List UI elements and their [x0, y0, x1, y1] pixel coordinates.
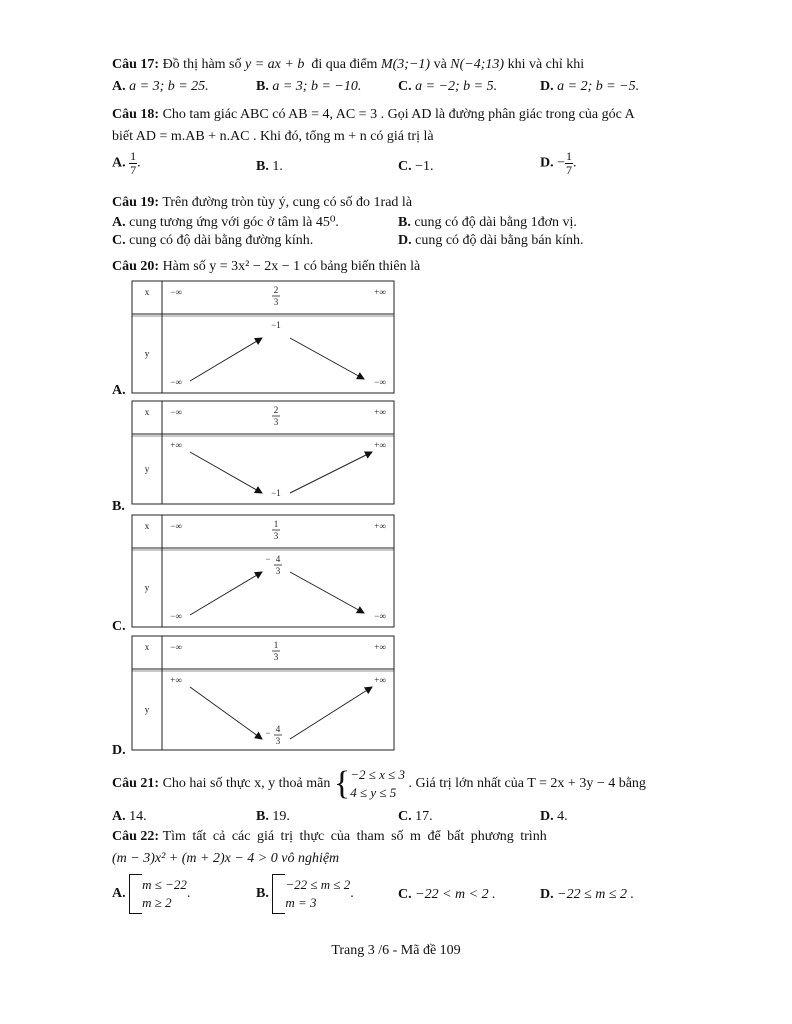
y-left: −∞: [170, 611, 182, 621]
system-row: m ≥ 2: [142, 895, 172, 910]
q20-option-a[interactable]: [112, 382, 126, 400]
x-mid-numerator: 1: [273, 519, 279, 529]
q19-stem: [112, 194, 412, 212]
option-text: cung có độ dài bằng bán kính.: [415, 233, 584, 248]
x-mid-denominator: 3: [273, 652, 279, 662]
option-key: B.: [256, 79, 269, 94]
sign: −: [557, 155, 566, 171]
option-key: A.: [112, 215, 126, 230]
y-right: −∞: [374, 377, 386, 387]
x-label: x: [144, 407, 150, 417]
numerator: 1: [130, 149, 137, 163]
option-key: A.: [112, 809, 126, 824]
q17-text-c: và: [433, 57, 447, 72]
y-right: −∞: [374, 611, 386, 621]
denominator: 7: [566, 163, 573, 177]
q22-stem-line2: [112, 850, 339, 868]
q17-option-c[interactable]: [398, 78, 497, 96]
option-end: .: [186, 886, 191, 901]
q21-text-a: Cho hai số thực x, y thoả mãn: [162, 776, 331, 791]
q17-stem: [112, 56, 584, 74]
option-text: a = 2; b = −5.: [557, 79, 640, 94]
option-key: C.: [398, 79, 412, 94]
y-mid-denominator: 3: [275, 736, 281, 746]
q22-line1: Tìm tất cả các giá trị thực của tham số m để bất phương trình: [162, 829, 547, 844]
q21-option-c[interactable]: [398, 808, 433, 826]
option-system: [285, 876, 350, 912]
x-right: +∞: [374, 407, 386, 417]
option-text: −22 ≤ m ≤ 2 .: [557, 887, 635, 902]
option-key: C.: [112, 233, 126, 248]
bracket: [129, 874, 142, 914]
y-right: +∞: [374, 440, 386, 450]
q20-stem: [112, 258, 420, 276]
q18-line2: biết AD = m.AB + n.AC . Khi đó, tổng m + n có giá trị là: [112, 129, 434, 144]
q21-option-d[interactable]: [540, 808, 568, 826]
x-mid-numerator: 2: [273, 405, 279, 415]
option-text: a = 3; b = −10.: [272, 79, 362, 94]
variation-table-a: [132, 281, 394, 393]
q19-option-b[interactable]: [398, 214, 577, 232]
option-system: [142, 876, 187, 912]
q22-option-a[interactable]: [112, 874, 190, 914]
option-text: −22 < m < 2 .: [415, 887, 496, 902]
x-mid-numerator: 2: [273, 285, 279, 295]
option-end: .: [573, 155, 577, 171]
option-key: D.: [398, 233, 412, 248]
arrow-left: [190, 687, 262, 739]
arrow-left: [190, 452, 262, 493]
y-label: y: [144, 464, 150, 474]
x-mid-denominator: 3: [273, 297, 279, 307]
variation-table-c: [132, 515, 394, 627]
q17-label: Câu 17:: [112, 57, 160, 72]
x-left: −∞: [170, 287, 182, 297]
q19-option-c[interactable]: [112, 232, 313, 250]
option-key: B.: [398, 215, 411, 230]
arrow-right: [290, 452, 372, 493]
q18-stem-line2: [112, 128, 434, 146]
option-text: 17.: [415, 809, 433, 824]
option-key: D.: [540, 155, 554, 171]
option-end: .: [137, 155, 141, 171]
y-label: y: [144, 348, 150, 359]
system-row: m = 3: [285, 895, 317, 910]
x-left: −∞: [170, 642, 182, 652]
x-label: x: [144, 287, 150, 297]
option-text: 4.: [557, 809, 568, 824]
q17-text-a: Đồ thị hàm số: [162, 57, 242, 72]
q18-line1: Cho tam giác ABC có AB = 4, AC = 3 . Gọi AD là đường phân giác trong của góc A: [162, 107, 635, 122]
table-border: [132, 636, 394, 750]
q20-option-b[interactable]: [112, 498, 125, 516]
variation-table-b: [132, 401, 394, 504]
q18-stem-line1: [112, 106, 635, 124]
system-row: −22 ≤ m ≤ 2: [285, 877, 351, 892]
q17-option-b[interactable]: [256, 78, 361, 96]
option-key: D.: [540, 887, 554, 902]
fraction: [129, 150, 137, 177]
q21-label: Câu 21:: [112, 776, 160, 791]
fraction: [565, 150, 573, 177]
option-key: A.: [112, 155, 126, 171]
q22-line2: (m − 3)x² + (m + 2)x − 4 > 0 vô nghiệm: [112, 851, 340, 866]
q18-label: Câu 18:: [112, 107, 160, 122]
option-text: cung có độ dài bằng đường kính.: [129, 233, 314, 248]
q22-option-d[interactable]: [540, 886, 634, 904]
y-left: +∞: [170, 675, 182, 685]
y-mid-sign: −: [265, 728, 271, 738]
option-key: A.: [112, 383, 126, 398]
arrow-left: [190, 338, 262, 381]
y-left: +∞: [170, 440, 182, 450]
option-text: 1.: [272, 159, 283, 174]
q19-text: Trên đường tròn tùy ý, cung có số đo 1rad là: [162, 195, 413, 210]
arrow-left: [190, 572, 262, 615]
option-key: B.: [256, 159, 269, 174]
option-text: a = 3; b = 25.: [129, 79, 209, 94]
option-key: C.: [398, 159, 412, 174]
option-key: D.: [112, 743, 126, 758]
option-key: B.: [256, 809, 269, 824]
q17-text-b: đi qua điểm: [311, 57, 378, 72]
q18-option-c[interactable]: [398, 158, 434, 176]
q21-option-b[interactable]: [256, 808, 290, 826]
q20-option-d[interactable]: [112, 742, 126, 760]
x-left: −∞: [170, 521, 182, 531]
option-key: C.: [398, 809, 412, 824]
y-mid-denominator: 3: [275, 566, 281, 576]
q22-label: Câu 22:: [112, 829, 160, 844]
page-footer: Trang 3 /6 - Mã đề 109: [331, 943, 461, 958]
q20-label: Câu 20:: [112, 259, 160, 274]
option-text: 19.: [272, 809, 290, 824]
q21-option-a[interactable]: [112, 808, 147, 826]
option-text: cung có độ dài bằng 1đơn vị.: [414, 215, 577, 230]
system-row: m ≤ −22: [142, 877, 187, 892]
q21-text-b: . Giá trị lớn nhất của T = 2x + 3y − 4 bằng: [408, 776, 646, 791]
option-key: D.: [540, 79, 554, 94]
q18-option-d[interactable]: [540, 150, 577, 177]
arrow-right: [290, 572, 364, 613]
q20-option-c[interactable]: [112, 618, 126, 636]
y-mid: −1: [271, 488, 281, 498]
y-mid-numerator: 4: [275, 724, 281, 734]
q17-option-a[interactable]: [112, 78, 209, 96]
option-text: a = −2; b = 5.: [415, 79, 498, 94]
x-mid-denominator: 3: [273, 531, 279, 541]
q20-tables: [0, 276, 792, 776]
y-right: +∞: [374, 675, 386, 685]
q22-stem-line1: [112, 828, 547, 846]
q17-point-m: M(3;−1): [380, 57, 431, 72]
left-brace: {: [333, 764, 351, 802]
y-mid: −1: [271, 320, 281, 330]
q17-expr: y = ax + b: [245, 57, 305, 72]
q22-option-b[interactable]: [256, 874, 354, 914]
option-end: .: [350, 886, 354, 901]
y-label: y: [144, 582, 150, 593]
q19-option-d[interactable]: [398, 232, 583, 250]
q21-stem: [112, 764, 646, 804]
system-row: −2 ≤ x ≤ 3: [350, 766, 405, 782]
option-key: A.: [112, 79, 126, 94]
q22-option-c[interactable]: [398, 886, 496, 904]
y-left: −∞: [170, 377, 182, 387]
variation-table-d: [132, 636, 394, 750]
q19-option-a[interactable]: [112, 214, 339, 232]
x-right: +∞: [374, 521, 386, 531]
q17-point-n: N(−4;13): [450, 57, 505, 72]
q18-option-a[interactable]: [112, 150, 141, 177]
x-mid-denominator: 3: [273, 417, 279, 427]
option-key: A.: [112, 886, 126, 901]
q17-option-d[interactable]: [540, 78, 639, 96]
y-label: y: [144, 704, 150, 715]
q20-text: Hàm số y = 3x² − 2x − 1 có bảng biến thiên là: [162, 259, 421, 274]
x-mid-numerator: 1: [273, 640, 279, 650]
q18-option-b[interactable]: [256, 158, 283, 176]
y-mid-numerator: 4: [275, 554, 281, 564]
numerator: 1: [566, 149, 573, 163]
x-right: +∞: [374, 642, 386, 652]
option-key: D.: [540, 809, 554, 824]
option-text: cung tương ứng với góc ở tâm là 45⁰.: [129, 215, 339, 230]
option-text: −1.: [415, 159, 434, 174]
x-left: −∞: [170, 407, 182, 417]
x-right: +∞: [374, 287, 386, 297]
denominator: 7: [130, 163, 137, 177]
y-mid-sign: −: [265, 554, 271, 564]
q17-text-d: khi và chỉ khi: [507, 57, 585, 72]
arrow-right: [290, 687, 372, 739]
q19-label: Câu 19:: [112, 195, 160, 210]
option-text: 14.: [129, 809, 147, 824]
option-key: B.: [112, 499, 125, 514]
option-key: B.: [256, 886, 269, 901]
x-label: x: [144, 642, 150, 652]
q21-system: [350, 766, 405, 802]
system-row: 4 ≤ y ≤ 5: [350, 784, 397, 800]
arrow-right: [290, 338, 364, 379]
option-key: C.: [112, 619, 126, 634]
x-label: x: [144, 521, 150, 531]
option-key: C.: [398, 887, 412, 902]
bracket: [272, 874, 285, 914]
